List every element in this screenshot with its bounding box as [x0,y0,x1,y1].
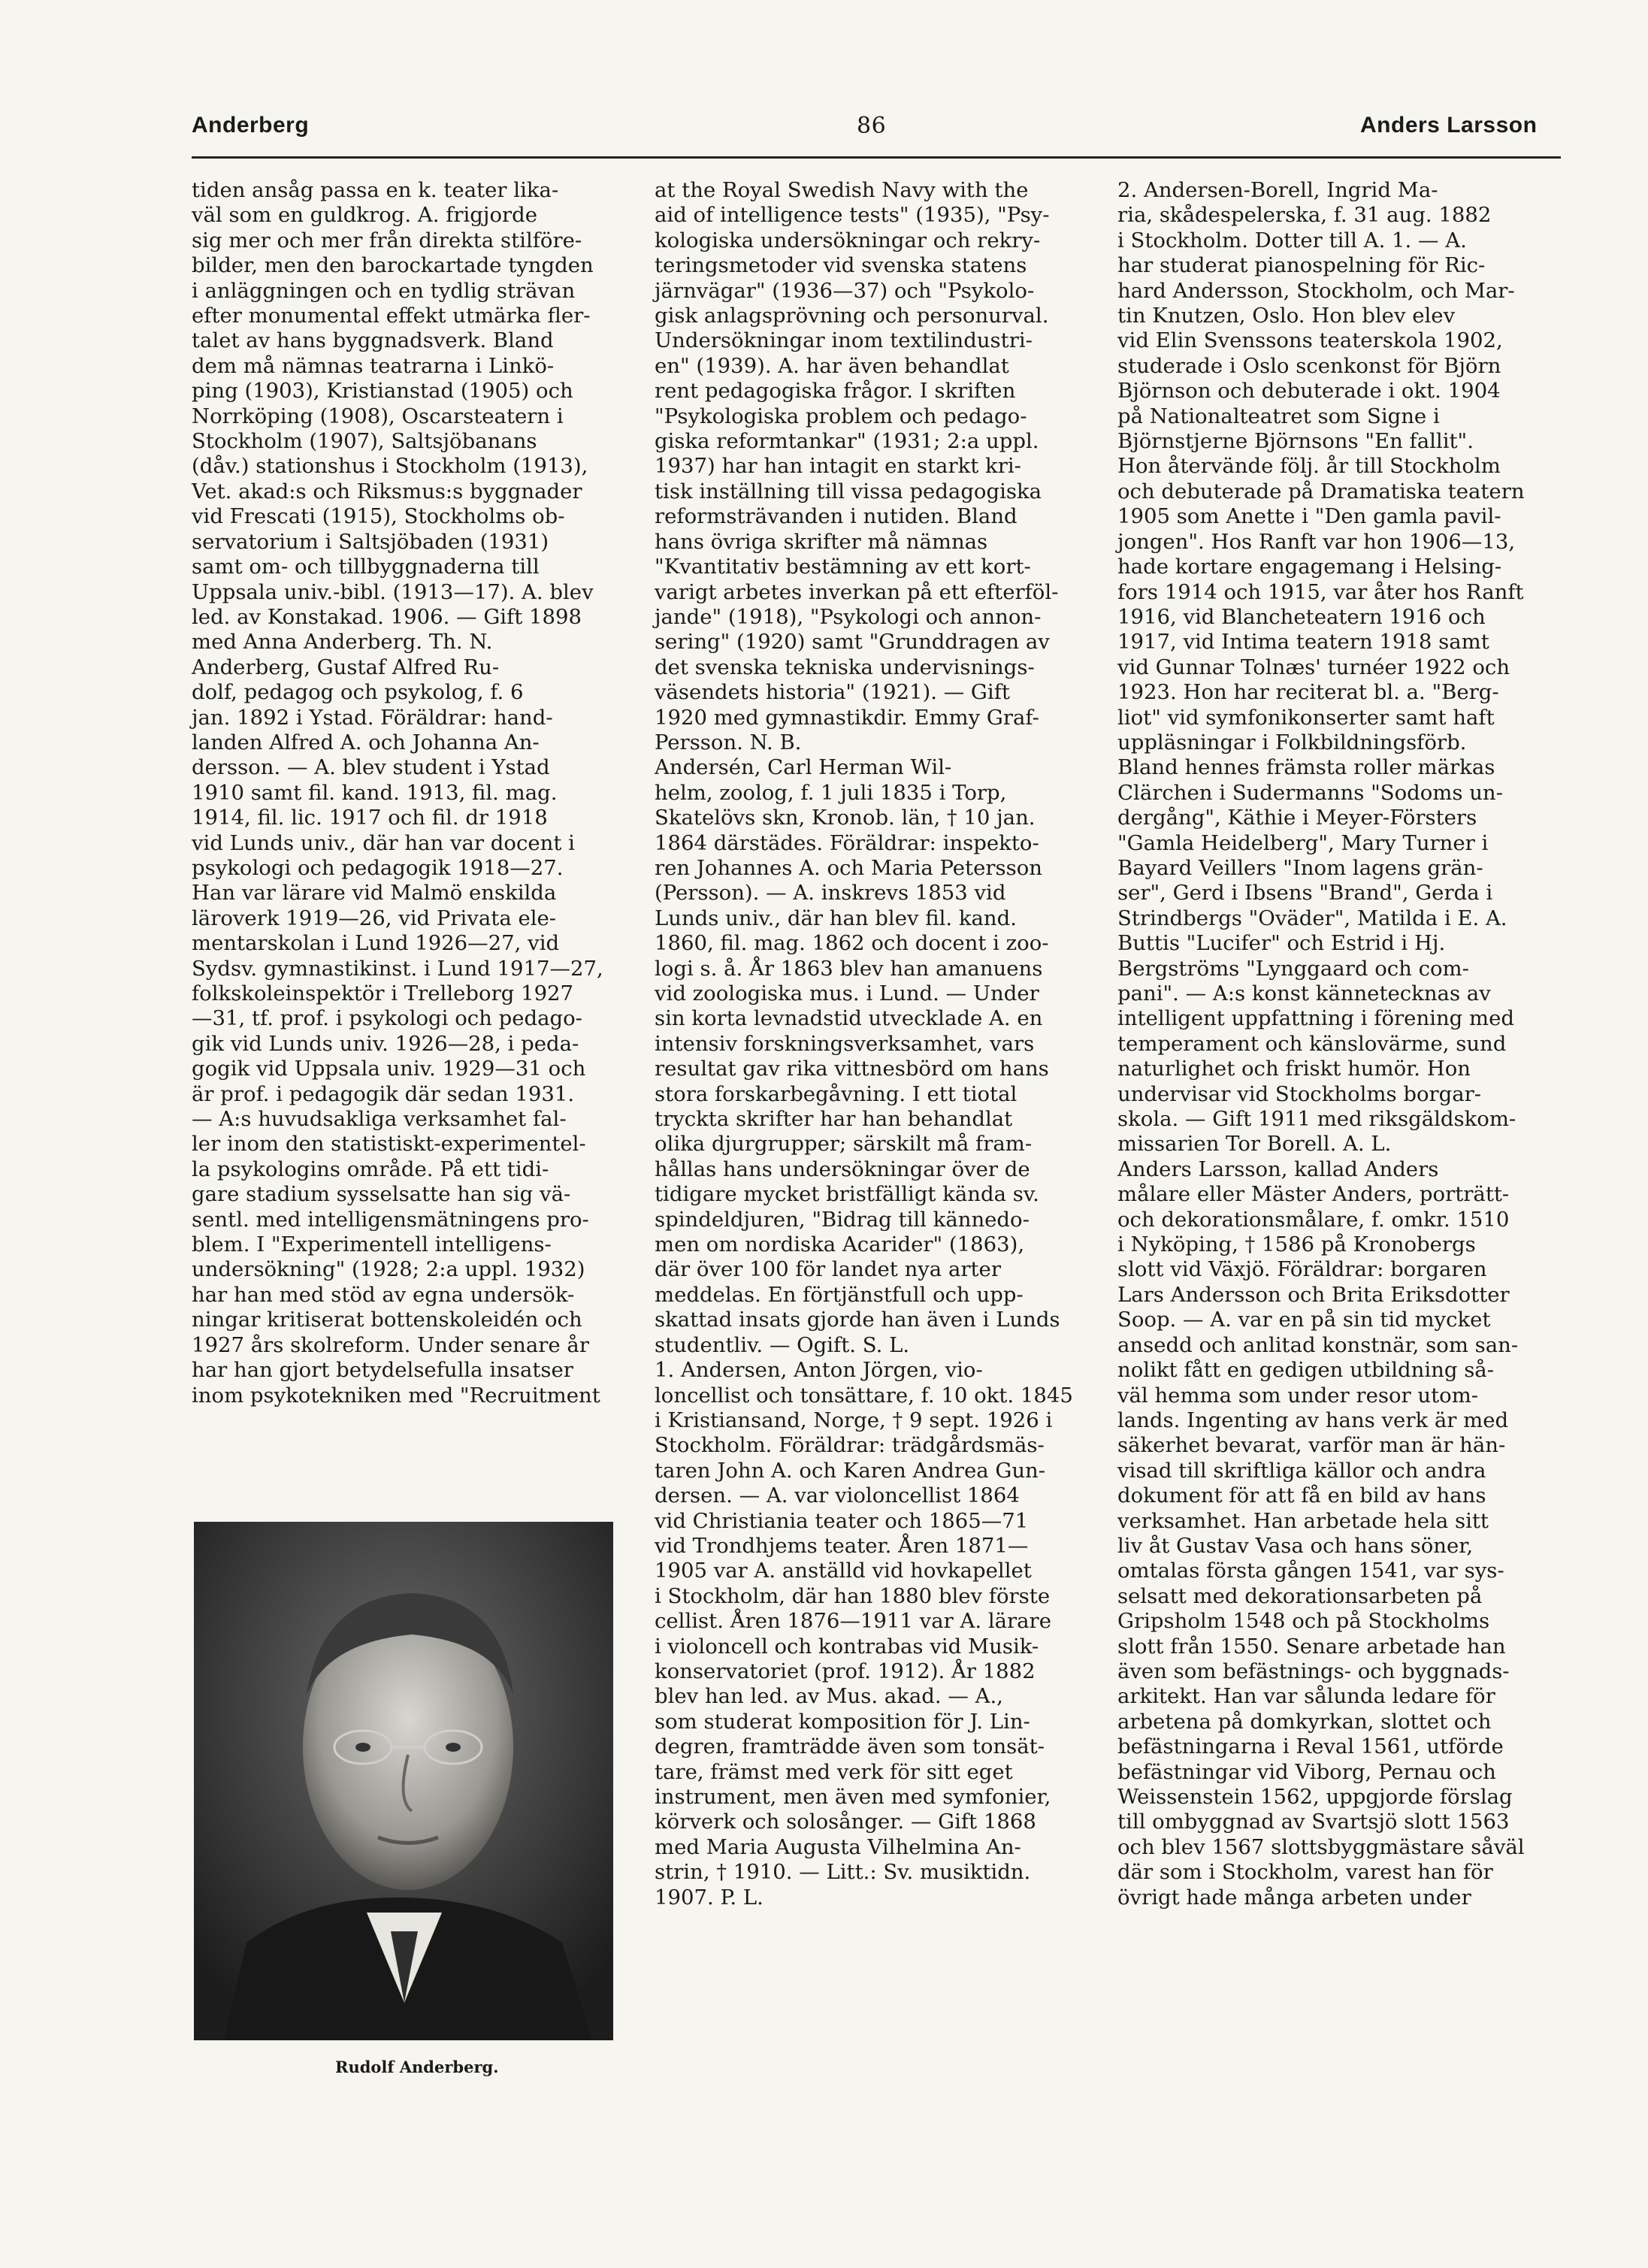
text-line: slott vid Växjö. Föräldrar: borgaren [1117,1257,1487,1282]
text-line: talet av hans byggnadsverk. Bland [192,328,554,353]
text-line: väl hemma som under resor utom- [1117,1383,1479,1408]
text-line: Skatelövs skn, Kronob. län, † 10 jan. [655,806,1036,830]
text-line: säkerhet bevarat, varför man är hän- [1117,1433,1506,1458]
text-line: "Psykologiska problem och pedago- [655,404,1027,428]
text-line: arbetena på domkyrkan, slottet och [1117,1709,1492,1734]
text-line: reformsträvanden i nutiden. Bland [655,504,1018,529]
text-line: dem må nämnas teatrarna i Linkö- [192,353,555,378]
text-line: dokument för att få en bild av hans [1117,1483,1486,1508]
text-line: vid Elin Svenssons teaterskola 1902, [1117,328,1503,353]
text-line: Bland hennes främsta roller märkas [1117,755,1495,780]
text-line: men om nordiska Acarider" (1863), [655,1232,1025,1257]
text-line: Norrköping (1908), Oscarsteatern i [192,404,564,428]
text-line: skola. — Gift 1911 med riksgäldskom- [1117,1107,1516,1132]
text-line: ping (1903), Kristianstad (1905) och [192,379,573,404]
text-line: även som befästnings- och byggnads- [1117,1659,1510,1683]
text-line: hans övriga skrifter må nämnas [655,529,988,554]
text-line: dolf, pedagog och psykolog, f. 6 [192,680,524,705]
text-line: naturlighet och friskt humör. Hon [1117,1057,1471,1081]
text-line: körverk och solosånger. — Gift 1868 [655,1810,1036,1834]
text-line: (dåv.) stationshus i Stockholm (1913), [192,454,588,479]
text-line: är prof. i pedagogik där sedan 1931. [192,1081,575,1106]
text-line: ren Johannes A. och Maria Petersson [655,855,1043,880]
text-line: helm, zoolog, f. 1 juli 1835 i Torp, [655,780,1007,805]
text-line: Andersén, Carl Herman Wil- [655,755,952,780]
text-line: at the Royal Swedish Navy with the [655,178,1029,202]
portrait-photo [194,1522,613,2040]
text-line: Lars Andersson och Brita Eriksdotter [1117,1282,1510,1307]
text-line: och blev 1567 slottsbyggmästare såväl [1117,1834,1525,1859]
text-line: logi s. å. År 1863 blev han amanuens [655,956,1043,981]
text-line: meddelas. En förtjänstfull och upp- [655,1282,1024,1307]
text-line: studentliv. — Ogift. S. L. [655,1332,910,1357]
text-line: 1914, fil. lic. 1917 och fil. dr 1918 [192,806,548,830]
text-line: uppläsningar i Folkbildningsförb. [1117,730,1467,754]
text-line: undersökning" (1928; 2:a uppl. 1932) [192,1257,585,1282]
text-line: sin korta levnadstid utvecklade A. en [655,1006,1043,1031]
text-line: övrigt hade många arbeten under [1117,1885,1471,1910]
text-line: instrument, men även med symfonier, [655,1785,1051,1809]
text-line: dersson. — A. blev student i Ystad [192,755,550,780]
text-line: i Stockholm. Dotter till A. 1. — A. [1117,228,1467,253]
text-line: Gripsholm 1548 och på Stockholms [1117,1609,1490,1634]
text-line: efter monumental effekt utmärka fler- [192,304,591,328]
text-line: dersen. — A. var violoncellist 1864 [655,1483,1020,1508]
text-line: intelligent uppfattning i förening med [1117,1006,1514,1031]
text-line: gisk anlagsprövning och personurval. [655,304,1049,328]
text-line: 1937) har han intagit en starkt kri- [655,454,1021,479]
text-line: 1. Andersen, Anton Jörgen, vio- [655,1358,983,1383]
text-line: har han gjort betydelsefulla insatser [192,1358,573,1383]
text-line: Björnson och debuterade i okt. 1904 [1117,379,1501,404]
text-line: —31, tf. prof. i psykologi och pedago- [192,1006,582,1031]
text-line: väl som en guldkrog. A. frigjorde [192,203,538,228]
text-line: sering" (1920) samt "Grunddragen av [655,630,1050,655]
text-line: tidigare mycket bristfälligt kända sv. [655,1182,1039,1207]
text-line: giska reformtankar" (1931; 2:a uppl. [655,429,1039,454]
text-line: en" (1939). A. har även behandlat [655,353,1009,378]
text-line: Stockholm. Föräldrar: trädgårdsmäs- [655,1433,1045,1458]
text-line: Han var lärare vid Malmö enskilda [192,881,557,906]
text-line: Weissenstein 1562, uppgjorde förslag [1117,1785,1513,1809]
text-line: intensiv forskningsverksamhet, vars [655,1031,1035,1056]
text-line: vid Lunds univ., där han var docent i [192,830,575,855]
text-line: bilder, men den barockartade tyngden [192,253,594,278]
text-line: till ombyggnad av Svartsjö slott 1563 [1117,1810,1510,1834]
text-line: där över 100 för landet nya arter [655,1257,1001,1282]
text-line: 1864 därstädes. Föräldrar: inspekto- [655,830,1039,855]
text-line: gik vid Lunds univ. 1926—28, i peda- [192,1031,579,1056]
text-line: taren John A. och Karen Andrea Gun- [655,1458,1046,1483]
text-line: som studerat komposition för J. Lin- [655,1709,1030,1734]
text-line: (Persson). — A. inskrevs 1853 vid [655,881,1006,906]
text-line: och dekorationsmålare, f. omkr. 1510 [1117,1207,1510,1232]
text-line: väsendets historia" (1921). — Gift [655,680,1010,705]
text-line: 1923. Hon har reciterat bl. a. "Berg- [1117,680,1499,705]
text-line: visad till skriftliga källor och andra [1117,1458,1486,1483]
text-line: "Kvantitativ bestämning av ett kort- [655,555,1031,579]
text-line: befästningarna i Reval 1561, utförde [1117,1734,1504,1759]
text-line: och debuterade på Dramatiska teatern [1117,479,1525,503]
text-line: led. av Konstakad. 1906. — Gift 1898 [192,604,582,629]
text-line: Soop. — A. var en på sin tid mycket [1117,1308,1491,1332]
text-line: — A:s huvudsakliga verksamhet fal- [192,1107,567,1132]
text-line: undervisar vid Stockholms borgar- [1117,1081,1482,1106]
text-line: jan. 1892 i Ystad. Föräldrar: hand- [192,705,553,730]
text-line: folkskoleinspektör i Trelleborg 1927 [192,981,574,1005]
text-line: Hon återvände följ. år till Stockholm [1117,454,1501,479]
text-line: i anläggningen och en tydlig strävan [192,278,576,303]
text-line: Buttis "Lucifer" och Estrid i Hj. [1117,931,1446,956]
text-line: mentarskolan i Lund 1926—27, vid [192,931,560,956]
text-line: Anderberg, Gustaf Alfred Ru- [192,655,500,679]
text-line: landen Alfred A. och Johanna An- [192,730,540,754]
text-line: med Anna Anderberg. Th. N. [192,630,493,655]
text-line: pani". — A:s konst kännetecknas av [1117,981,1491,1005]
text-line: vid zoologiska mus. i Lund. — Under [655,981,1039,1005]
text-line: ser", Gerd i Ibsens "Brand", Gerda i [1117,881,1493,906]
text-line: verksamhet. Han arbetade hela sitt [1117,1508,1489,1533]
text-line: det svenska tekniska undervisnings- [655,655,1035,679]
text-line: Clärchen i Sudermanns "Sodoms un- [1117,780,1503,805]
text-line: 1910 samt fil. kand. 1913, fil. mag. [192,780,558,805]
text-line: i Stockholm, där han 1880 blev förste [655,1583,1051,1608]
text-line: Stockholm (1907), Saltsjöbanans [192,429,537,454]
text-line: missarien Tor Borell. A. L. [1117,1132,1392,1157]
text-line: har studerat pianospelning för Ric- [1117,253,1486,278]
text-line: teringsmetoder vid svenska statens [655,253,1027,278]
text-line: Lunds univ., där han blev fil. kand. [655,906,1017,930]
text-line: ria, skådespelerska, f. 31 aug. 1882 [1117,203,1492,228]
text-line: strin, † 1910. — Litt.: Sv. musiktidn. [655,1860,1031,1885]
text-line: Bayard Veillers "Inom lagens grän- [1117,855,1483,880]
text-column-2 [655,178,1105,1910]
text-line: vid Christiania teater och 1865—71 [655,1508,1029,1533]
text-line: temperament och känslovärme, sund [1117,1031,1507,1056]
text-line: 1917, vid Intima teatern 1918 samt [1117,630,1489,655]
text-line: 2. Andersen-Borell, Ingrid Ma- [1117,178,1438,202]
text-line: Björnstjerne Björnsons "En fallit". [1117,429,1474,454]
text-line: där som i Stockholm, varest han för [1117,1860,1493,1885]
text-line: ler inom den statistiskt-experimentel- [192,1132,586,1157]
text-line: 1905 var A. anställd vid hovkapellet [655,1559,1032,1583]
text-line: psykologi och pedagogik 1918—27. [192,855,564,880]
text-line: resultat gav rika vittnesbörd om hans [655,1057,1049,1081]
text-line: Vet. akad:s och Riksmus:s byggnader [192,479,582,503]
text-line: liot" vid symfonikonserter samt haft [1117,705,1495,730]
text-line: sentl. med intelligensmätningens pro- [192,1207,589,1232]
text-line: Anders Larsson, kallad Anders [1117,1157,1439,1181]
text-line: hade kortare engagemang i Helsing- [1117,555,1502,579]
text-line: fors 1914 och 1915, var åter hos Ranft [1117,579,1524,604]
text-line: på Nationalteatret som Signe i [1117,404,1440,428]
text-line: servatorium i Saltsjöbaden (1931) [192,529,549,554]
text-line: la psykologins område. På ett tidi- [192,1157,549,1181]
text-line: varigt arbetes inverkan på ett efterföl- [655,579,1059,604]
header-rule [192,156,1561,159]
text-line: jande" (1918), "Psykologi och annon- [655,604,1042,629]
text-line: befästningar vid Viborg, Pernau och [1117,1759,1496,1784]
text-line: Bergströms "Lynggaard och com- [1117,956,1469,981]
text-line: i Kristiansand, Norge, † 9 sept. 1926 i [655,1408,1053,1432]
text-line: jongen". Hos Ranft var hon 1906—13, [1117,529,1516,554]
text-line: rent pedagogiska frågor. I skriften [655,379,1016,404]
text-line: studerade i Oslo scenkonst för Björn [1117,353,1501,378]
text-line: kologiska undersökningar och rekry- [655,228,1041,253]
text-line: hållas hans undersökningar över de [655,1157,1030,1181]
text-line: läroverk 1919—26, vid Privata ele- [192,906,557,930]
photo-caption: Rudolf Anderberg. [335,2058,499,2076]
text-line: samt om- och tillbyggnaderna till [192,555,540,579]
text-line: 1920 med gymnastikdir. Emmy Graf- [655,705,1039,730]
text-line: konservatoriet (prof. 1912). År 1882 [655,1659,1036,1683]
running-header-left: Anderberg [192,113,310,138]
text-line: 1916, vid Blancheteatern 1916 och [1117,604,1486,629]
text-line: tisk inställning till vissa pedagogiska [655,479,1042,503]
text-line: spindeldjuren, "Bidrag till kännedo- [655,1207,1030,1232]
portrait-image [194,1522,613,2040]
text-line: skattad insats gjorde han även i Lunds [655,1308,1060,1332]
text-line: cellist. Åren 1876—1911 var A. lärare [655,1609,1051,1634]
text-line: arkitekt. Han var sålunda ledare för [1117,1684,1495,1709]
text-line: 1927 års skolreform. Under senare år [192,1332,589,1357]
text-line: degren, framträdde även som tonsät- [655,1734,1045,1759]
text-line: olika djurgrupper; särskilt må fram- [655,1132,1033,1157]
text-line: tin Knutzen, Oslo. Hon blev elev [1117,304,1456,328]
text-line: slott från 1550. Senare arbetade han [1117,1634,1506,1659]
text-column-1 [192,178,643,1408]
running-header-right: Anders Larsson [1360,113,1538,138]
text-line: hard Andersson, Stockholm, och Mar- [1117,278,1515,303]
text-line: i violoncell och kontrabas vid Musik- [655,1634,1039,1659]
text-line: dergång", Käthie i Meyer-Försters [1117,806,1477,830]
text-line: tiden ansåg passa en k. teater lika- [192,178,559,202]
text-line: Undersökningar inom textilindustri- [655,328,1033,353]
text-line: Sydsv. gymnastikinst. i Lund 1917—27, [192,956,603,981]
text-line: järnvägar" (1936—37) och "Psykolo- [655,278,1035,303]
text-column-3 [1117,178,1568,1910]
text-line: loncellist och tonsättare, f. 10 okt. 1845 [655,1383,1073,1408]
text-line: tryckta skrifter har han behandlat [655,1107,1013,1132]
text-line: "Gamla Heidelberg", Mary Turner i [1117,830,1489,855]
text-line: Uppsala univ.-bibl. (1913—17). A. blev [192,579,594,604]
text-line: gogik vid Uppsala univ. 1929—31 och [192,1057,586,1081]
text-line: har han med stöd av egna undersök- [192,1282,575,1307]
text-line: målare eller Mäster Anders, porträtt- [1117,1182,1510,1207]
text-line: aid of intelligence tests" (1935), "Psy- [655,203,1050,228]
text-line: omtalas första gången 1541, var sys- [1117,1559,1504,1583]
text-line: ansedd och anlitad konstnär, som san- [1117,1332,1519,1357]
text-line: med Maria Augusta Vilhelmina An- [655,1834,1021,1859]
text-line: liv åt Gustav Vasa och hans söner, [1117,1533,1474,1558]
text-line: gare stadium sysselsatte han sig vä- [192,1182,571,1207]
text-line: selsatt med dekorationsarbeten på [1117,1583,1483,1608]
text-line: sig mer och mer från direkta stilföre- [192,228,582,253]
text-line: blev han led. av Mus. akad. — A., [655,1684,1003,1709]
page-number: 86 [857,113,887,139]
text-line: blem. I "Experimentell intelligens- [192,1232,552,1257]
text-line: vid Gunnar Tolnæs' turnéer 1922 och [1117,655,1510,679]
text-line: ningar kritiserat bottenskoleidén och [192,1308,582,1332]
text-line: nolikt fått en gedigen utbildning så- [1117,1358,1494,1383]
text-line: 1907. P. L. [655,1885,764,1910]
text-line: Persson. N. B. [655,730,802,754]
text-line: Strindbergs "Oväder", Matilda i E. A. [1117,906,1507,930]
text-line: i Nyköping, † 1586 på Kronobergs [1117,1232,1476,1257]
text-line: vid Trondhjems teater. Åren 1871— [655,1533,1029,1558]
text-line: lands. Ingenting av hans verk är med [1117,1408,1509,1432]
text-line: stora forskarbegåvning. I ett tiotal [655,1081,1018,1106]
text-line: inom psykotekniken med "Recruitment [192,1383,600,1408]
text-line: tare, främst med verk för sitt eget [655,1759,1013,1784]
text-line: 1860, fil. mag. 1862 och docent i zoo- [655,931,1049,956]
text-line: 1905 som Anette i "Den gamla pavil- [1117,504,1501,529]
text-line: vid Frescati (1915), Stockholms ob- [192,504,565,529]
